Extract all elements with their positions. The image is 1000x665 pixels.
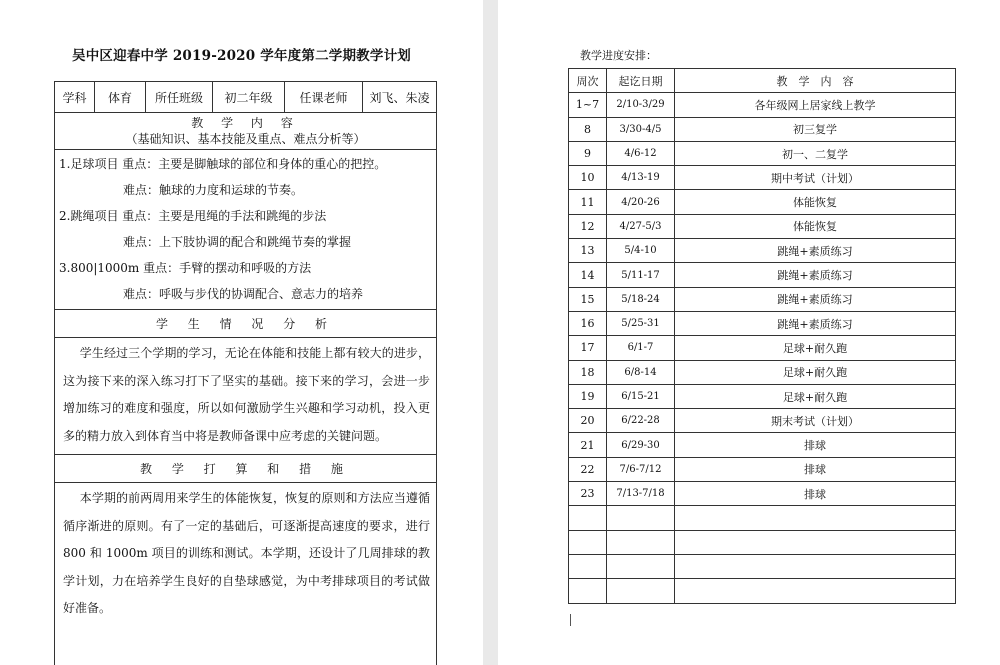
- student-analysis-cell: [55, 338, 437, 455]
- week-cell: 16: [569, 311, 607, 335]
- content-line: 难点：上下肢协调的配合和跳绳节奏的掌握: [123, 235, 352, 249]
- week-cell: [569, 530, 607, 554]
- content-cell: 初三复学: [675, 117, 956, 141]
- week-cell: 22: [569, 457, 607, 481]
- content-cell: [675, 554, 956, 578]
- week-cell: 12: [569, 214, 607, 238]
- week-cell: 20: [569, 409, 607, 433]
- date-cell: 6/1-7: [607, 336, 675, 360]
- date-cell: [607, 506, 675, 530]
- date-cell: 4/6-12: [607, 141, 675, 165]
- date-cell: 6/29-30: [607, 433, 675, 457]
- header-content: 教 学 内 容: [675, 69, 956, 93]
- date-cell: 5/4-10: [607, 239, 675, 263]
- week-cell: 8: [569, 117, 607, 141]
- content-cell: [675, 579, 956, 603]
- content-cell: 足球+耐久跑: [675, 384, 956, 408]
- week-cell: [569, 554, 607, 578]
- date-cell: 3/30-4/5: [607, 117, 675, 141]
- document-title: 吴中区迎春中学 2019-2020 学年度第二学期教学计划: [72, 48, 411, 64]
- content-cell: 体能恢复: [675, 214, 956, 238]
- content-cell: 足球+耐久跑: [675, 336, 956, 360]
- week-cell: 14: [569, 263, 607, 287]
- schedule-row: [569, 579, 956, 603]
- grade-value: 初二年级: [213, 82, 285, 113]
- teacher-label: 任课老师: [285, 82, 363, 113]
- content-cell: 跳绳+素质练习: [675, 311, 956, 335]
- date-cell: 6/8-14: [607, 360, 675, 384]
- schedule-row: [569, 190, 956, 214]
- schedule-row: [569, 336, 956, 360]
- week-cell: 18: [569, 360, 607, 384]
- week-cell: 17: [569, 336, 607, 360]
- schedule-row: [569, 360, 956, 384]
- week-cell: [569, 579, 607, 603]
- date-cell: [607, 579, 675, 603]
- content-section-header: [55, 113, 437, 150]
- schedule-row: [569, 93, 956, 117]
- schedule-row: [569, 554, 956, 578]
- content-cell: 足球+耐久跑: [675, 360, 956, 384]
- date-cell: 5/11-17: [607, 263, 675, 287]
- content-cell: 跳绳+素质练习: [675, 239, 956, 263]
- document-page-left: [0, 0, 483, 665]
- document-page-right: [498, 0, 1000, 665]
- content-line: 难点：呼吸与步伐的协调配合、意志力的培养: [123, 287, 364, 301]
- schedule-row: [569, 239, 956, 263]
- subject-value: 体育: [95, 82, 146, 113]
- content-cell: 跳绳+素质练习: [675, 287, 956, 311]
- content-line: 2.跳绳项目 重点：主要是甩绳的手法和跳绳的步法: [59, 209, 327, 223]
- schedule-row: [569, 141, 956, 165]
- content-cell: 排球: [675, 433, 956, 457]
- plan-measures-cell: [55, 483, 437, 665]
- week-cell: 21: [569, 433, 607, 457]
- schedule-row: [569, 506, 956, 530]
- date-cell: 4/13-19: [607, 166, 675, 190]
- schedule-row: [569, 384, 956, 408]
- student-analysis-heading: 学 生 情 况 分 析: [55, 310, 437, 338]
- schedule-body: [569, 93, 956, 603]
- info-row: [55, 82, 437, 113]
- schedule-row: [569, 457, 956, 481]
- week-cell: 13: [569, 239, 607, 263]
- schedule-row: [569, 214, 956, 238]
- grade-label: 所任班级: [146, 82, 213, 113]
- week-cell: 19: [569, 384, 607, 408]
- date-cell: [607, 554, 675, 578]
- week-cell: [569, 506, 607, 530]
- date-cell: [607, 530, 675, 554]
- content-subheading: （基础知识、基本技能及重点、难点分析等）: [125, 132, 366, 146]
- content-cell: 排球: [675, 457, 956, 481]
- schedule-header-row: [569, 69, 956, 93]
- week-cell: 9: [569, 141, 607, 165]
- content-cell: 期中考试（计划）: [675, 166, 956, 190]
- content-cell: 各年级网上居家线上教学: [675, 93, 956, 117]
- schedule-row: [569, 433, 956, 457]
- content-cell: [675, 506, 956, 530]
- week-cell: 1~7: [569, 93, 607, 117]
- content-cell: [675, 530, 956, 554]
- plan-measures-text: 本学期的前两周用来学生的体能恢复，恢复的原则和方法应当遵循循序渐进的原则。有了一定的基础后，可逐渐提高速度的要求，进行 800 和 1000m 项目的训练和测试。本学期，还设计了几周排球的教学计划，力在培养学生良好的自垫球感觉，为中考排球项目的考试做好准备。: [63, 491, 430, 615]
- content-cell: 初一、二复学: [675, 141, 956, 165]
- content-line: 1.足球项目 重点：主要是脚触球的部位和身体的重心的把控。: [59, 157, 387, 171]
- content-cell: 跳绳+素质练习: [675, 263, 956, 287]
- date-cell: 6/15-21: [607, 384, 675, 408]
- schedule-row: [569, 263, 956, 287]
- schedule-row: [569, 482, 956, 506]
- text-cursor: [570, 614, 571, 626]
- header-week: 周次: [569, 69, 607, 93]
- schedule-title: 教学进度安排：: [580, 49, 657, 62]
- week-cell: 23: [569, 482, 607, 506]
- date-cell: 2/10-3/29: [607, 93, 675, 117]
- plan-table: [54, 81, 437, 665]
- content-cell: 排球: [675, 482, 956, 506]
- content-heading: 教 学 内 容: [191, 116, 300, 130]
- schedule-row: [569, 287, 956, 311]
- schedule-row: [569, 530, 956, 554]
- week-cell: 10: [569, 166, 607, 190]
- content-section-body: [55, 150, 437, 310]
- content-cell: 体能恢复: [675, 190, 956, 214]
- subject-label: 学科: [55, 82, 95, 113]
- date-cell: 7/6-7/12: [607, 457, 675, 481]
- schedule-row: [569, 117, 956, 141]
- student-analysis-text: 学生经过三个学期的学习，无论在体能和技能上都有较大的进步，这为接下来的深入练习打下了坚实的基础。接下来的学习，会进一步增加练习的难度和强度，所以如何激励学生兴趣和学习动机，投入更多的精力放入到体育当中将是教师备课中应考虑的关键问题。: [63, 346, 430, 443]
- content-line: 3.800|1000m 重点：手臂的摆动和呼吸的方法: [59, 261, 312, 275]
- content-cell: 期末考试（计划）: [675, 409, 956, 433]
- schedule-row: [569, 166, 956, 190]
- date-cell: 4/20-26: [607, 190, 675, 214]
- date-cell: 5/25-31: [607, 311, 675, 335]
- week-cell: 15: [569, 287, 607, 311]
- teacher-value: 刘飞、朱凌: [363, 82, 437, 113]
- date-cell: 4/27-5/3: [607, 214, 675, 238]
- date-cell: 5/18-24: [607, 287, 675, 311]
- schedule-table: [568, 68, 956, 604]
- date-cell: 7/13-7/18: [607, 482, 675, 506]
- schedule-row: [569, 311, 956, 335]
- schedule-row: [569, 409, 956, 433]
- date-cell: 6/22-28: [607, 409, 675, 433]
- plan-measures-heading: 教 学 打 算 和 措 施: [55, 455, 437, 483]
- week-cell: 11: [569, 190, 607, 214]
- header-dates: 起讫日期: [607, 69, 675, 93]
- content-line: 难点：触球的力度和运球的节奏。: [123, 183, 304, 197]
